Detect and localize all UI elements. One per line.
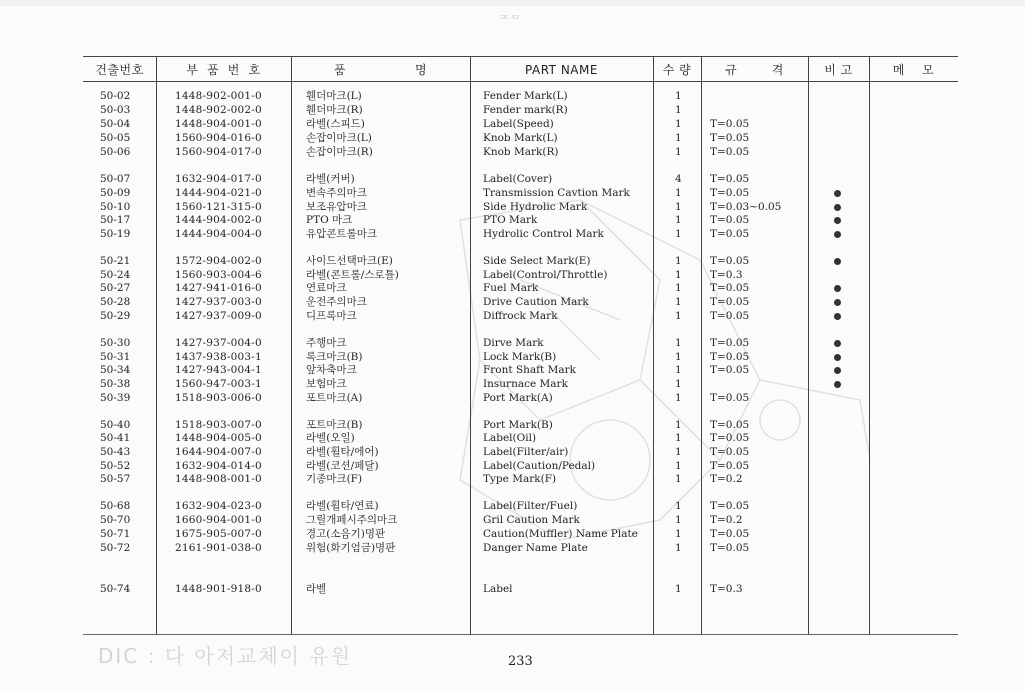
row-code: 50-72	[100, 542, 131, 554]
row-part-name: Gril Caution Mark	[483, 514, 580, 526]
row-code: 50-52	[100, 460, 131, 472]
row-spec: T=0.05	[710, 187, 750, 199]
row-quantity: 1	[675, 187, 682, 199]
header-part-name: PART NAME	[525, 63, 598, 77]
row-spec: T=0.05	[710, 392, 750, 404]
row-code: 50-02	[100, 90, 131, 102]
row-spec: T=0.05	[710, 118, 750, 130]
table-top-rule	[83, 56, 958, 57]
row-spec: T=0.05	[710, 214, 750, 226]
row-part-name: Dirve Mark	[483, 337, 544, 349]
row-quantity: 1	[675, 214, 682, 226]
row-code: 50-38	[100, 378, 131, 390]
remark-dot	[834, 313, 841, 320]
row-part-name: Diffrock Mark	[483, 310, 558, 322]
row-part-number: 1448-904-005-0	[175, 432, 262, 444]
row-quantity: 1	[675, 310, 682, 322]
row-quantity: 1	[675, 228, 682, 240]
row-name-korean: 휀더마크(R)	[306, 104, 363, 116]
header-code: 건출번호	[95, 63, 144, 77]
row-name-korean: 그릴개페시주의마크	[306, 514, 398, 526]
row-code: 50-29	[100, 310, 131, 322]
row-quantity: 1	[675, 118, 682, 130]
header-memo: 메 모	[892, 63, 935, 77]
row-spec: T=0.05	[710, 296, 750, 308]
column-divider	[701, 56, 702, 635]
row-part-number: 1560-904-016-0	[175, 132, 262, 144]
row-name-korean: 포트마크(B)	[306, 419, 363, 431]
row-part-name: Drive Caution Mark	[483, 296, 589, 308]
row-code: 50-21	[100, 255, 131, 267]
row-code: 50-28	[100, 296, 131, 308]
row-spec: T=0.05	[710, 364, 750, 376]
remark-dot	[834, 367, 841, 374]
row-spec: T=0.05	[710, 132, 750, 144]
row-spec: T=0.05	[710, 310, 750, 322]
row-part-name: Label(Oil)	[483, 432, 537, 444]
row-spec: T=0.05	[710, 446, 750, 458]
remark-dot	[834, 190, 841, 197]
row-name-korean: 라벨(커버)	[306, 173, 355, 185]
row-code: 50-06	[100, 146, 131, 158]
row-name-korean: 휀더마크(L)	[306, 90, 362, 102]
row-name-korean: 운전주의마크	[306, 296, 367, 308]
row-quantity: 1	[675, 528, 682, 540]
row-spec: T=0.05	[710, 500, 750, 512]
column-divider	[156, 56, 157, 635]
row-spec: T=0.3	[710, 269, 743, 281]
row-part-name: Side Hydrolic Mark	[483, 201, 588, 213]
row-part-number: 1427-941-016-0	[175, 282, 262, 294]
row-code: 50-07	[100, 173, 131, 185]
row-code: 50-17	[100, 214, 131, 226]
row-part-number: 2161-901-038-0	[175, 542, 262, 554]
row-part-name: Label(Caution/Pedal)	[483, 460, 596, 472]
header-quantity: 수 량	[662, 63, 692, 77]
row-name-korean: 앞차축마크	[306, 364, 357, 376]
row-part-number: 1572-904-002-0	[175, 255, 262, 267]
row-code: 50-05	[100, 132, 131, 144]
row-quantity: 1	[675, 201, 682, 213]
remark-dot	[834, 217, 841, 224]
row-part-name: Transmission Cavtion Mark	[483, 187, 630, 199]
row-spec: T=0.3	[710, 583, 743, 595]
row-code: 50-74	[100, 583, 131, 595]
bleed-through-text-bottom: DIC : 다 아저교체이 유원	[98, 644, 352, 668]
row-quantity: 1	[675, 542, 682, 554]
row-part-name: Label(Control/Throttle)	[483, 269, 608, 281]
row-spec: T=0.05	[710, 255, 750, 267]
row-name-korean: 손잡이마크(R)	[306, 146, 373, 158]
bleed-through-text-top: ᄌᄆ	[498, 14, 522, 28]
row-part-name: Lock Mark(B)	[483, 351, 557, 363]
row-part-number: 1560-903-004-6	[175, 269, 262, 281]
remark-dot	[834, 381, 841, 388]
row-spec: T=0.05	[710, 542, 750, 554]
row-part-name: Danger Name Plate	[483, 542, 588, 554]
row-part-number: 1632-904-023-0	[175, 500, 262, 512]
row-part-name: Front Shaft Mark	[483, 364, 576, 376]
row-part-number: 1448-908-001-0	[175, 473, 262, 485]
row-part-number: 1444-904-004-0	[175, 228, 262, 240]
row-part-number: 1444-904-021-0	[175, 187, 262, 199]
row-part-number: 1427-943-004-1	[175, 364, 262, 376]
row-quantity: 1	[675, 104, 682, 116]
row-quantity: 1	[675, 255, 682, 267]
row-quantity: 1	[675, 514, 682, 526]
row-spec: T=0.05	[710, 528, 750, 540]
row-part-number: 1560-121-315-0	[175, 201, 262, 213]
row-name-korean: 보험마크	[306, 378, 347, 390]
remark-dot	[834, 204, 841, 211]
row-spec: T=0.05	[710, 432, 750, 444]
row-spec: T=0.05	[710, 419, 750, 431]
row-code: 50-03	[100, 104, 131, 116]
row-quantity: 1	[675, 282, 682, 294]
row-part-name: Fender Mark(L)	[483, 90, 568, 102]
row-part-name: Knob Mark(L)	[483, 132, 558, 144]
row-quantity: 1	[675, 296, 682, 308]
header-name-korean: 품 명	[333, 63, 428, 77]
row-part-name: Caution(Muffler) Name Plate	[483, 528, 638, 540]
row-name-korean: 위험(화기엄금)명판	[306, 542, 396, 554]
row-part-number: 1675-905-007-0	[175, 528, 262, 540]
row-spec: T=0.05	[710, 146, 750, 158]
row-code: 50-39	[100, 392, 131, 404]
page-number: 233	[508, 654, 533, 669]
row-part-number: 1632-904-014-0	[175, 460, 262, 472]
row-quantity: 1	[675, 432, 682, 444]
row-part-number: 1518-903-007-0	[175, 419, 262, 431]
row-code: 50-04	[100, 118, 131, 130]
row-part-name: Hydrolic Control Mark	[483, 228, 604, 240]
row-name-korean: 연료마크	[306, 282, 347, 294]
row-code: 50-70	[100, 514, 131, 526]
row-name-korean: 라벨(휠타/에어)	[306, 446, 379, 458]
row-part-number: 1644-904-007-0	[175, 446, 262, 458]
row-code: 50-71	[100, 528, 131, 540]
row-part-number: 1560-947-003-1	[175, 378, 262, 390]
row-spec: T=0.05	[710, 228, 750, 240]
row-quantity: 1	[675, 583, 682, 595]
header-spec: 규 격	[725, 63, 784, 77]
row-quantity: 1	[675, 90, 682, 102]
row-quantity: 1	[675, 337, 682, 349]
row-part-name: Insurnace Mark	[483, 378, 568, 390]
row-spec: T=0.05	[710, 460, 750, 472]
row-name-korean: 보조유압마크	[306, 201, 367, 213]
row-part-name: Label(Filter/Fuel)	[483, 500, 578, 512]
header-remark: 비 고	[824, 63, 853, 77]
row-code: 50-24	[100, 269, 131, 281]
row-part-number: 1427-937-003-0	[175, 296, 262, 308]
row-quantity: 1	[675, 473, 682, 485]
row-spec: T=0.03~0.05	[710, 201, 782, 213]
row-quantity: 1	[675, 146, 682, 158]
row-name-korean: PTO 마크	[306, 214, 353, 226]
row-part-number: 1448-901-918-0	[175, 583, 262, 595]
row-name-korean: 라벨(코션/페달)	[306, 460, 379, 472]
row-part-number: 1448-902-002-0	[175, 104, 262, 116]
row-quantity: 1	[675, 269, 682, 281]
row-name-korean: 사이드선택마크(E)	[306, 255, 393, 267]
remark-dot	[834, 354, 841, 361]
row-part-name: Label(Cover)	[483, 173, 553, 185]
row-name-korean: 기종마크(F)	[306, 473, 363, 485]
row-code: 50-10	[100, 201, 131, 213]
row-part-name: PTO Mark	[483, 214, 538, 226]
row-part-name: Fuel Mark	[483, 282, 539, 294]
row-quantity: 1	[675, 392, 682, 404]
remark-dot	[834, 285, 841, 292]
row-name-korean: 주행마크	[306, 337, 347, 349]
column-divider	[653, 56, 654, 635]
column-divider	[291, 56, 292, 635]
row-code: 50-34	[100, 364, 131, 376]
row-part-number: 1518-903-006-0	[175, 392, 262, 404]
row-part-number: 1427-937-004-0	[175, 337, 262, 349]
row-code: 50-19	[100, 228, 131, 240]
row-part-name: Side Select Mark(E)	[483, 255, 591, 267]
row-code: 50-31	[100, 351, 131, 363]
row-part-number: 1427-937-009-0	[175, 310, 262, 322]
row-part-name: Type Mark(F)	[483, 473, 557, 485]
row-name-korean: 변속주의마크	[306, 187, 367, 199]
row-code: 50-30	[100, 337, 131, 349]
row-part-number: 1560-904-017-0	[175, 146, 262, 158]
column-divider	[869, 56, 870, 635]
row-code: 50-68	[100, 500, 131, 512]
row-code: 50-41	[100, 432, 131, 444]
row-name-korean: 라벨(스피드)	[306, 118, 365, 130]
header-part-number: 부 품 번 호	[186, 63, 261, 77]
header-bottom-rule	[83, 81, 958, 82]
row-part-number: 1660-904-001-0	[175, 514, 262, 526]
row-part-number: 1437-938-003-1	[175, 351, 262, 363]
row-name-korean: 유압콘트롤마크	[306, 228, 378, 240]
row-spec: T=0.2	[710, 514, 743, 526]
row-code: 50-43	[100, 446, 131, 458]
row-name-korean: 포트마크(A)	[306, 392, 363, 404]
row-code: 50-57	[100, 473, 131, 485]
row-name-korean: 손잡이마크(L)	[306, 132, 372, 144]
column-divider	[470, 56, 471, 635]
column-divider	[808, 56, 809, 635]
row-spec: T=0.2	[710, 473, 743, 485]
row-name-korean: 록크마크(B)	[306, 351, 363, 363]
row-quantity: 1	[675, 378, 682, 390]
row-quantity: 1	[675, 460, 682, 472]
row-part-name: Label	[483, 583, 513, 595]
row-quantity: 1	[675, 132, 682, 144]
row-part-number: 1444-904-002-0	[175, 214, 262, 226]
row-quantity: 1	[675, 351, 682, 363]
remark-dot	[834, 231, 841, 238]
row-part-name: Label(Filter/air)	[483, 446, 569, 458]
remark-dot	[834, 340, 841, 347]
remark-dot	[834, 258, 841, 265]
row-spec: T=0.05	[710, 173, 750, 185]
row-quantity: 1	[675, 364, 682, 376]
row-quantity: 4	[675, 173, 682, 185]
row-quantity: 1	[675, 419, 682, 431]
row-spec: T=0.05	[710, 351, 750, 363]
row-code: 50-09	[100, 187, 131, 199]
row-name-korean: 디프록마크	[306, 310, 357, 322]
row-part-number: 1448-902-001-0	[175, 90, 262, 102]
row-part-name: Fender mark(R)	[483, 104, 568, 116]
remark-dot	[834, 299, 841, 306]
row-spec: T=0.05	[710, 337, 750, 349]
row-name-korean: 경고(소음기)명판	[306, 528, 386, 540]
row-quantity: 1	[675, 446, 682, 458]
row-name-korean: 라벨	[306, 583, 327, 595]
table-bottom-rule	[83, 634, 958, 635]
row-quantity: 1	[675, 500, 682, 512]
row-name-korean: 라벨(휠타/연료)	[306, 500, 379, 512]
row-part-number: 1632-904-017-0	[175, 173, 262, 185]
row-part-name: Port Mark(B)	[483, 419, 553, 431]
bleed-through-diagram	[400, 160, 900, 600]
row-name-korean: 라벨(콘트롤/스로틀)	[306, 269, 399, 281]
row-code: 50-40	[100, 419, 131, 431]
page-top-edge	[0, 0, 1025, 6]
row-part-name: Label(Speed)	[483, 118, 554, 130]
row-code: 50-27	[100, 282, 131, 294]
row-spec: T=0.05	[710, 282, 750, 294]
row-part-name: Port Mark(A)	[483, 392, 553, 404]
row-part-number: 1448-904-001-0	[175, 118, 262, 130]
row-name-korean: 라벨(오일)	[306, 432, 355, 444]
row-part-name: Knob Mark(R)	[483, 146, 559, 158]
